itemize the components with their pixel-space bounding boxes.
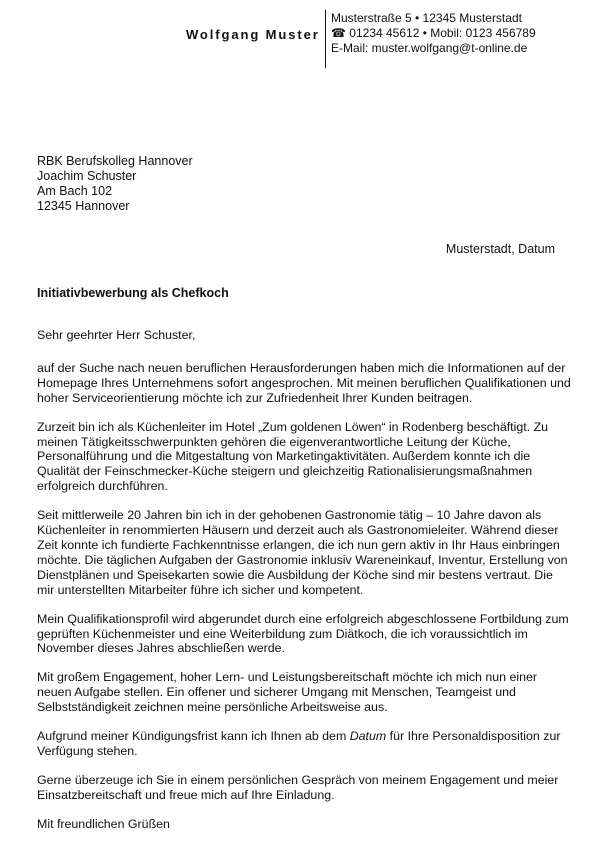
closing: Mit freundlichen Grüßen xyxy=(37,816,170,831)
sender-phone: 01234 45612 • Mobil: 0123 456789 xyxy=(349,26,536,40)
availability-date: Datum xyxy=(349,729,387,744)
place-date: Musterstadt, Datum xyxy=(445,242,555,256)
paragraph-qualifications: Mein Qualifikationsprofil wird abgerundet durch eine erfolgreich abgeschlossene Fortbildung zum geprüften Küchenmeister und eine Weiterbildung zum Diätkoch, die ich voraussichtlich im November dieses Jahres abschließen werde. xyxy=(37,611,569,656)
recipient-address xyxy=(37,154,193,214)
letter-body xyxy=(37,328,572,846)
recipient-line: 12345 Hannover xyxy=(37,199,130,213)
paragraph-experience: Seit mittlerweile 20 Jahren bin ich in der gehobenen Gastronomie tätig – 10 Jahre davon als Küchenleiter in renommierten Häusern und derzeit auch als Gastronomieleiter. Während dieser Zeit konnte ich fundierte Fachkenntnisse erlangen, die ich nun gern aktiv in Ihr Haus einbringen möchte. Die täglichen Aufgaben der Gastronomie inklusiv Wareneinkauf, Inventur, Erstellung von Dienstplänen und Speisekarten sowie die Ausbildung der Köche sind mir bestens vertraut. Die mir unterstellten Mitarbeiter führe ich sicher und kompetent. xyxy=(37,508,568,597)
paragraph-interview: Gerne überzeuge ich Sie in einem persönlichen Gespräch von meinem Engagement und meier Einsatzbereitschaft und freue mich auf Ihre Einladung. xyxy=(37,772,559,802)
paragraph-intro: auf der Suche nach neuen beruflichen Herausforderungen haben mich die Informationen auf der Homepage Ihres Unternehmens sofort angesprochen. Mit meinen beruflichen Qualifikationen und hoher Serviceorientierung möchte ich zur Zufriedenheit Ihrer Kunden beitragen. xyxy=(37,360,571,405)
sender-phone-line xyxy=(331,26,536,41)
letter-subject: Initiativbewerbung als Chefkoch xyxy=(37,286,229,300)
sender-email: E-Mail: muster.wolfgang@t-online.de xyxy=(331,41,528,55)
sender-name: Wolfgang Muster xyxy=(186,27,320,42)
sender-contact xyxy=(331,11,536,56)
paragraph-availability: Aufgrund meiner Kündigungsfrist kann ich Ihnen ab dem Datum für Ihre Personaldisposition zur Verfügung stehen. xyxy=(37,729,561,758)
header-divider xyxy=(325,10,326,68)
recipient-line: Joachim Schuster xyxy=(37,169,137,183)
sender-address: Musterstraße 5 • 12345 Musterstadt xyxy=(331,11,522,25)
recipient-line: Am Bach 102 xyxy=(37,184,113,198)
paragraph-motivation: Mit großem Engagement, hoher Lern- und Leistungsbereitschaft möchte ich mich nun einer neuen Aufgabe stellen. Ein offener und sicherer Umgang mit Menschen, Teamgeist und Selbstständigkeit zeichnen meine persönliche Arbeitsweise aus. xyxy=(37,670,538,715)
paragraph-current-position: Zurzeit bin ich als Küchenleiter im Hotel „Zum goldenen Löwen“ in Rodenberg beschäftigt. Zu meinen Tätigkeitsschwerpunkten gehören die eigenverantwortliche Leitung der Küche, Personalführung und die Mitgestaltung von Marketingaktivitäten. Außerdem konnte ich die Qualität der Feinschmecker-Küche steigern und gleichzeitig Rationalisierungsmaßnahmen erfolgreich durchführen. xyxy=(37,419,549,494)
recipient-line: RBK Berufskolleg Hannover xyxy=(37,154,193,168)
phone-icon: ☎ xyxy=(331,26,346,40)
salutation: Sehr geehrter Herr Schuster, xyxy=(37,328,196,342)
